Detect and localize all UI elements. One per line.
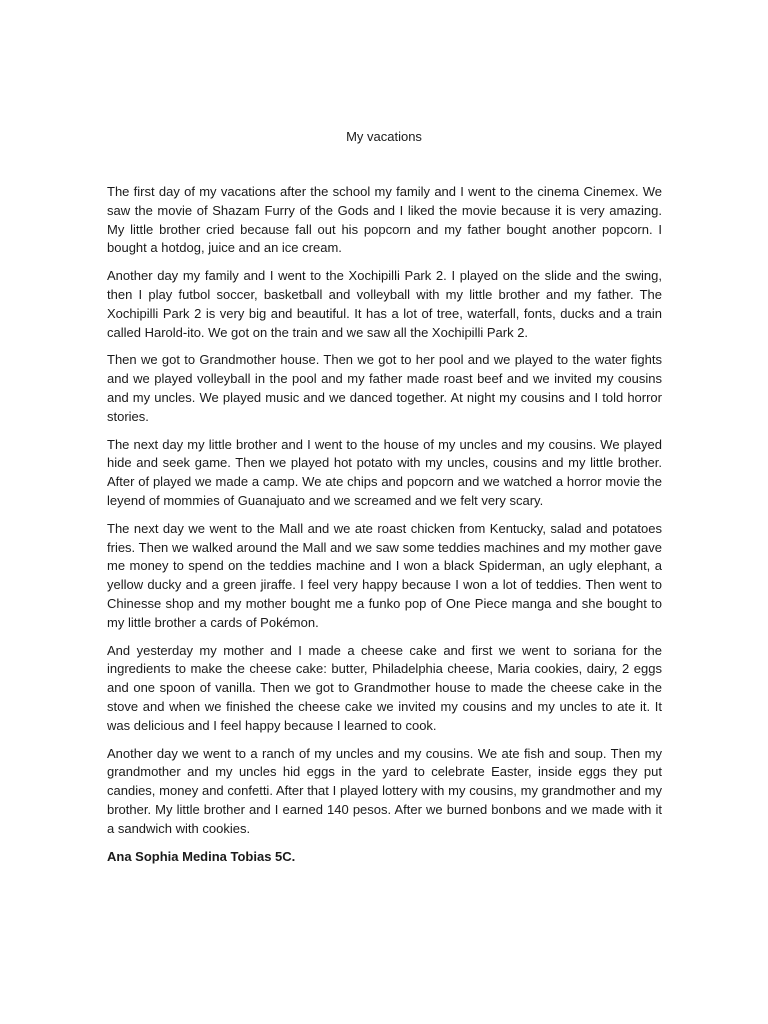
paragraph-cheese-cake: And yesterday my mother and I made a cheese cake and first we went to soriana for the ingredients to make the cheese cake: butter, Philadelphia cheese, Maria cookies, dairy, 2 eggs and one spoon of vanilla. Then we got to Grandmother house to made the cheese cake in the stove and when we finished the cheese cake we invited my cousins and my uncles to ate it. It was delicious and I feel happy because I learned to cook. [107, 642, 662, 733]
document-title: My vacations [346, 129, 422, 144]
paragraph-cinema: The first day of my vacations after the school my family and I went to the cinema Cinemex. We saw the movie of Shazam Furry of the Gods and I liked the movie because it is very amazing. My little brother cried because fall out his popcorn and my father bought another popcorn. I bought a hotdog, juice and an ice cream. [107, 184, 662, 256]
paragraph-park: Another day my family and I went to the Xochipilli Park 2. I played on the slide and the swing, then I play futbol soccer, basketball and volleyball with my little brother and my father. The Xochipilli Park 2 is very big and beautiful. It has a lot of tree, waterfall, fonts, ducks and a train called Harold-ito. We got on the train and we saw all the Xochipilli Park 2. [107, 268, 662, 340]
paragraph-ranch: Another day we went to a ranch of my uncles and my cousins. We ate fish and soup. Then my grandmother and my uncles hid eggs in the yard to celebrate Easter, inside eggs they put candies, money and confetti. After that I played lottery with my cousins, my grandmother and my brother. My little brother and I earned 140 pesos. After we burned bonbons and we made with it a sandwich with cookies. [107, 745, 662, 836]
document-body [107, 183, 662, 866]
paragraph-mall: The next day we went to the Mall and we ate roast chicken from Kentucky, salad and potatoes fries. Then we walked around the Mall and we saw some teddies machines and my mother gave me money to spend on the teddies machine and I won a black Spiderman, an ugly elephant, a yellow ducky and a green jiraffe. I feel very happy because I won a lot of teddies. Then went to Chinesse shop and my mother bought me a funko pop of One Piece manga and she bought to my little brother a cards of Pokémon. [107, 520, 662, 630]
paragraph-grandmother-house: Then we got to Grandmother house. Then we got to her pool and we played to the water fights and we played volleyball in the pool and my father made roast beef and we invited my cousins and my uncles. We played music and we danced together. At night my cousins and I told horror stories. [107, 352, 662, 424]
paragraph-uncles-house: The next day my little brother and I went to the house of my uncles and my cousins. We played hide and seek game. Then we played hot potato with my uncles, cousins and my little brother. After of played we made a camp. We ate chips and popcorn and we watched a horror movie the leyend of mommies of Guanajuato and we screamed and we felt very scary. [107, 436, 662, 508]
author-signature: Ana Sophia Medina Tobias 5C. [107, 848, 296, 864]
